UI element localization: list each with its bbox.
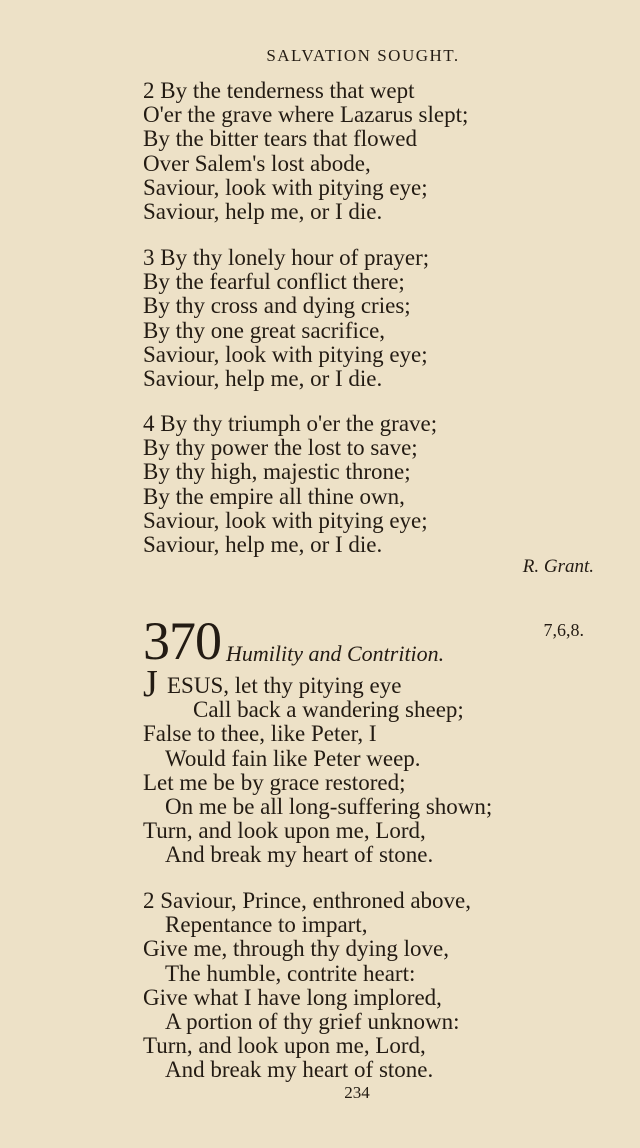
stanza-370-2	[143, 889, 603, 1083]
verse-line: By thy power the lost to save;	[143, 435, 418, 461]
stanza-prev-4	[143, 412, 603, 557]
verse-line: 3 By thy lonely hour of prayer;	[143, 245, 430, 270]
stanza-370-1	[143, 663, 603, 868]
verse-line-rest: ESUS, let thy pitying eye	[167, 673, 402, 698]
verse-line: Saviour, help me, or I die.	[143, 365, 383, 391]
author-attribution: R. Grant.	[522, 556, 594, 577]
verse-line: Would fain like Peter weep.	[165, 745, 421, 771]
verse-line: A portion of thy grief unknown:	[165, 1008, 460, 1034]
verse-line: And break my heart of stone.	[165, 842, 434, 868]
verse-line: Saviour, look with pitying eye;	[143, 507, 428, 533]
verse-line: 2 By the tenderness that wept	[143, 78, 415, 103]
verse-line: Turn, and look upon me, Lord,	[143, 1033, 426, 1059]
drop-cap: J	[143, 663, 158, 705]
hymn-meter: 7,6,8.	[543, 620, 584, 640]
verse-line: And break my heart of stone.	[165, 1057, 434, 1083]
verse-line-first	[143, 663, 603, 705]
hymn-title: Humility and Contrition.	[226, 641, 445, 666]
verse-line: Saviour, help me, or I die.	[143, 531, 383, 557]
verse-line: Turn, and look upon me, Lord,	[143, 818, 426, 844]
verse-line: By the bitter tears that flowed	[143, 126, 418, 152]
verse-line: Over Salem's lost abode,	[143, 150, 371, 176]
verse-line: On me be all long-suffering shown;	[165, 793, 493, 819]
verse-line: Repentance to impart,	[165, 912, 368, 938]
page-number: 234	[344, 1083, 370, 1102]
verse-line: Saviour, look with pitying eye;	[143, 174, 428, 200]
verse-line: Give me, through thy dying love,	[143, 936, 449, 962]
verse-line: O'er the grave where Lazarus slept;	[143, 102, 469, 128]
verse-line: By the empire all thine own,	[143, 483, 405, 509]
verse-line: By thy cross and dying cries;	[143, 293, 411, 319]
verse-line: By thy high, majestic throne;	[143, 459, 411, 485]
verse-line: Let me be by grace restored;	[143, 769, 406, 795]
verse-line: By the fearful conflict there;	[143, 269, 405, 295]
hymn-number: 370	[143, 611, 221, 671]
stanza-prev-2	[143, 79, 603, 224]
verse-line: By thy one great sacrifice,	[143, 317, 386, 343]
verse-line: False to thee, like Peter, I	[143, 721, 377, 747]
verse-line: Call back a wandering sheep;	[193, 697, 464, 723]
verse-line: 2 Saviour, Prince, enthroned above,	[143, 888, 472, 913]
verse-line: Give what I have long implored,	[143, 984, 442, 1010]
page-header: SALVATION SOUGHT.	[266, 46, 460, 65]
verse-line: Saviour, look with pitying eye;	[143, 341, 428, 367]
stanza-prev-3	[143, 246, 603, 391]
verse-line: 4 By thy triumph o'er the grave;	[143, 411, 438, 436]
verse-line: The humble, contrite heart:	[165, 960, 416, 986]
verse-line: Saviour, help me, or I die.	[143, 198, 383, 224]
